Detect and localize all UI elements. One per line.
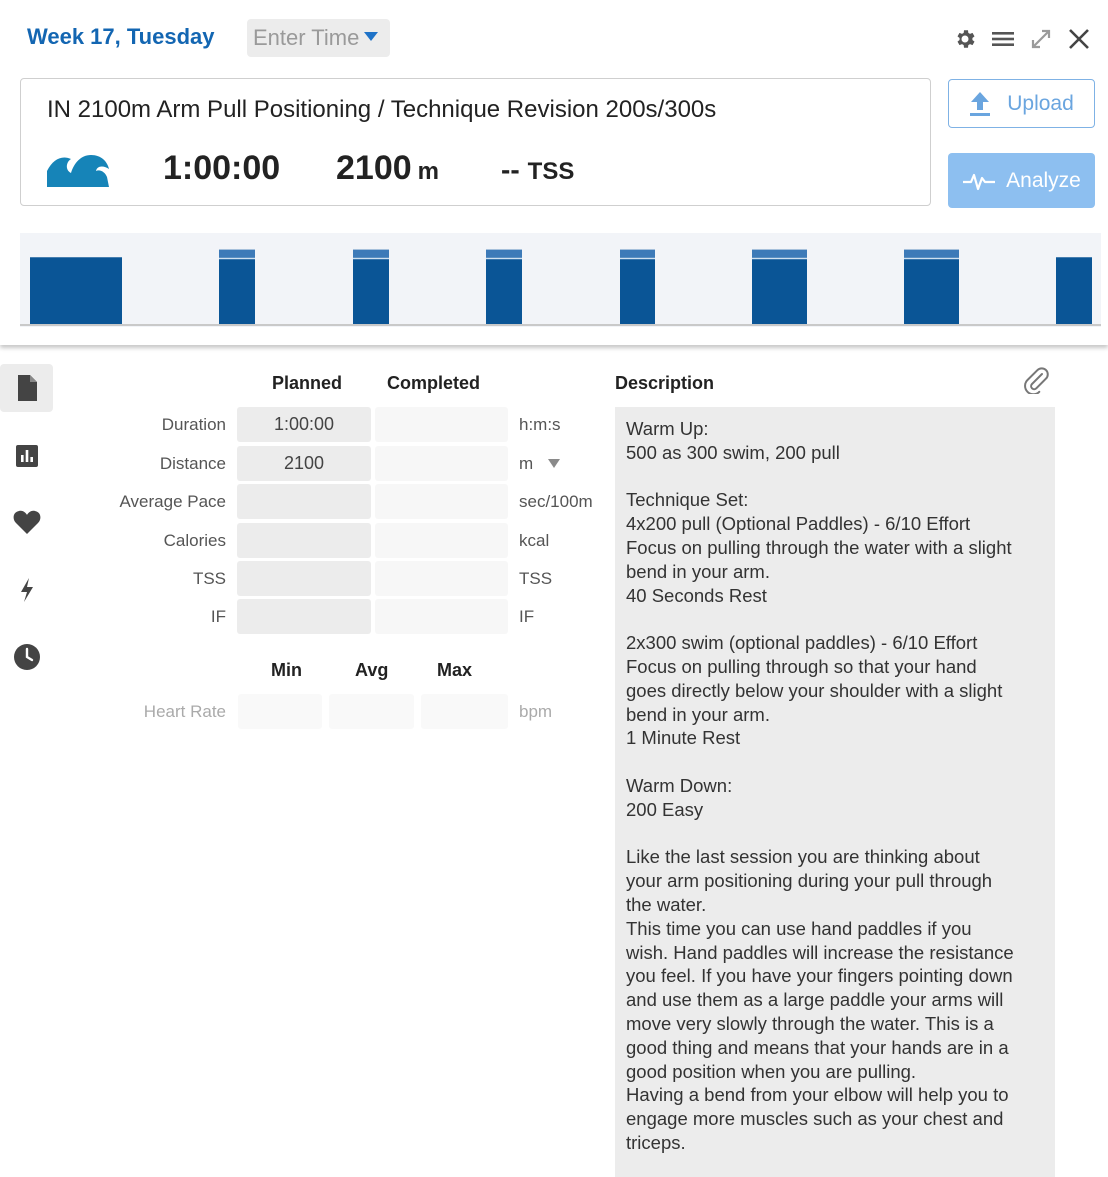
close-icon[interactable] (1066, 26, 1092, 52)
description-line: engage more muscles such as your chest and (626, 1108, 1004, 1130)
menu-icon[interactable] (990, 26, 1016, 52)
workout-title[interactable]: IN 2100m Arm Pull Positioning / Technique Revision 200s/300s (47, 96, 717, 123)
paperclip-icon[interactable] (1022, 366, 1050, 399)
if-planned-input[interactable] (237, 599, 371, 634)
distance-unit-select[interactable]: m (519, 454, 534, 473)
description-line: 2x300 swim (optional paddles) - 6/10 Effort (626, 632, 978, 654)
swim-wave-icon (47, 149, 111, 192)
nav-time[interactable] (0, 633, 53, 681)
hr-max-header: Max (437, 660, 473, 680)
average-pace-planned-input[interactable] (237, 484, 371, 519)
hr-avg-header: Avg (355, 660, 389, 680)
description-line: Technique Set: (626, 489, 749, 511)
if-completed-input[interactable] (375, 599, 508, 634)
interval-bar[interactable] (30, 257, 122, 324)
calories-planned-input[interactable] (237, 523, 371, 558)
description-line: triceps. (626, 1131, 686, 1153)
description-line: bend in your arm. (626, 560, 770, 582)
description-blank-line (626, 465, 1045, 489)
description-line: move very slowly through the water. This is a (626, 1012, 994, 1034)
expand-icon[interactable] (1028, 26, 1054, 52)
average-pace-unit: sec/100m (519, 492, 593, 511)
interval-bar[interactable] (353, 250, 389, 324)
duration-planned-input[interactable]: 1:00:00 (237, 407, 371, 442)
gear-icon[interactable] (952, 26, 978, 52)
description-line: Warm Down: (626, 774, 733, 796)
week-day-title[interactable]: Week 17, Tuesday (27, 24, 215, 49)
tss-value: -- (501, 154, 520, 185)
description-line: good position when you are pulling. (626, 1060, 917, 1082)
window-controls (952, 26, 1092, 52)
duration-unit: h:m:s (519, 415, 561, 434)
distance-completed-input[interactable] (375, 446, 508, 481)
description-line: goes directly below your shoulder with a slight (626, 679, 1003, 701)
tss-unit: TSS (527, 158, 575, 185)
duration-label: Duration (161, 415, 226, 434)
interval-bar[interactable] (620, 250, 655, 324)
interval-bar-divider (219, 258, 255, 260)
description-line: bend in your arm. (626, 703, 770, 725)
planned-distance (336, 149, 439, 188)
description-blank-line (626, 822, 1045, 846)
description-line: 40 Seconds Rest (626, 584, 767, 606)
heart-rate-unit: bpm (519, 702, 553, 721)
upload-label: Upload (1007, 91, 1074, 115)
nav-summary[interactable] (0, 364, 53, 412)
distance-value: 2100 (336, 149, 412, 187)
interval-bar[interactable] (1056, 257, 1092, 324)
chevron-down-icon[interactable] (548, 459, 560, 468)
interval-bar-divider (752, 258, 807, 260)
interval-bar[interactable] (752, 250, 807, 324)
interval-bar-divider (904, 258, 959, 260)
workout-summary-card (20, 78, 931, 206)
analyze-button[interactable] (948, 153, 1095, 208)
tss-label: TSS (192, 569, 226, 588)
description-line: good thing and means that your hands are in a (626, 1036, 1009, 1058)
calories-label: Calories (163, 531, 226, 550)
upload-icon (969, 91, 991, 117)
if-unit: IF (519, 607, 535, 626)
distance-unit: m (417, 158, 439, 185)
planned-tss (501, 154, 574, 186)
distance-planned-input[interactable]: 2100 (237, 446, 371, 481)
heart-rate-label: Heart Rate (143, 702, 226, 721)
time-placeholder: Enter Time (253, 25, 360, 50)
interval-bar[interactable] (486, 250, 522, 324)
interval-bar-divider (353, 258, 389, 260)
tss-completed-input[interactable] (375, 561, 508, 596)
description-line: wish. Hand paddles will increase the resistance (626, 941, 1014, 963)
description-line: the water. (626, 893, 707, 915)
workout-header (0, 0, 1108, 345)
description-line: Like the last session you are thinking about (626, 846, 980, 868)
interval-bar-cap (353, 250, 389, 258)
interval-bar-divider (620, 258, 655, 260)
duration-completed-input[interactable] (375, 407, 508, 442)
hr-min-input[interactable] (238, 694, 322, 729)
document-icon (16, 374, 38, 402)
distance-label: Distance (159, 454, 226, 473)
description-line: Focus on pulling through the water with a slight (626, 536, 1012, 558)
interval-bar[interactable] (904, 250, 959, 324)
pulse-icon (962, 170, 996, 192)
description-header: Description (615, 373, 715, 393)
description-line: your arm positioning during your pull through (626, 870, 993, 892)
clock-icon (13, 643, 41, 671)
caret-down-icon (364, 32, 378, 41)
description-line: and use them as a large paddle your arms will (626, 989, 1004, 1011)
workout-structure-chart[interactable] (20, 233, 1101, 327)
if-label: IF (210, 607, 226, 626)
average-pace-label: Average Pace (119, 492, 226, 511)
tss-unit: TSS (519, 569, 553, 588)
calories-completed-input[interactable] (375, 523, 508, 558)
description-line: 1 Minute Rest (626, 727, 741, 749)
analyze-label: Analyze (1006, 168, 1081, 192)
hr-avg-input[interactable] (329, 694, 414, 729)
description-line: 200 Easy (626, 798, 704, 820)
description-blank-line (626, 607, 1045, 631)
calories-unit: kcal (519, 531, 550, 550)
description-line: This time you can use hand paddles if you (626, 917, 972, 939)
interval-bar-cap (904, 250, 959, 258)
description-line: 4x200 pull (Optional Paddles) - 6/10 Effort (626, 513, 971, 535)
average-pace-completed-input[interactable] (375, 484, 508, 519)
interval-bar-cap (486, 250, 522, 258)
planned-header: Planned (272, 373, 343, 393)
time-select[interactable] (247, 19, 390, 57)
interval-bar-cap (620, 250, 655, 258)
interval-bar-cap (219, 250, 255, 258)
hr-max-input[interactable] (421, 694, 508, 729)
interval-bar[interactable] (219, 250, 255, 324)
completed-header: Completed (387, 373, 481, 393)
description-line: Warm Up: (626, 418, 709, 439)
hr-min-header: Min (271, 660, 302, 680)
description-line: Focus on pulling through so that your hand (626, 655, 977, 677)
description-text[interactable] (615, 407, 1055, 1177)
description-line: Having a bend from your elbow will help you to (626, 1084, 1009, 1106)
interval-bar-cap (752, 250, 807, 258)
description-blank-line (626, 750, 1045, 774)
planned-duration: 1:00:00 (163, 149, 281, 187)
description-line: you feel. If you have your fingers pointing down (626, 965, 1013, 987)
upload-button[interactable] (948, 79, 1095, 128)
interval-bar-divider (486, 258, 522, 260)
description-line: 500 as 300 swim, 200 pull (626, 441, 840, 463)
tss-planned-input[interactable] (237, 561, 371, 596)
